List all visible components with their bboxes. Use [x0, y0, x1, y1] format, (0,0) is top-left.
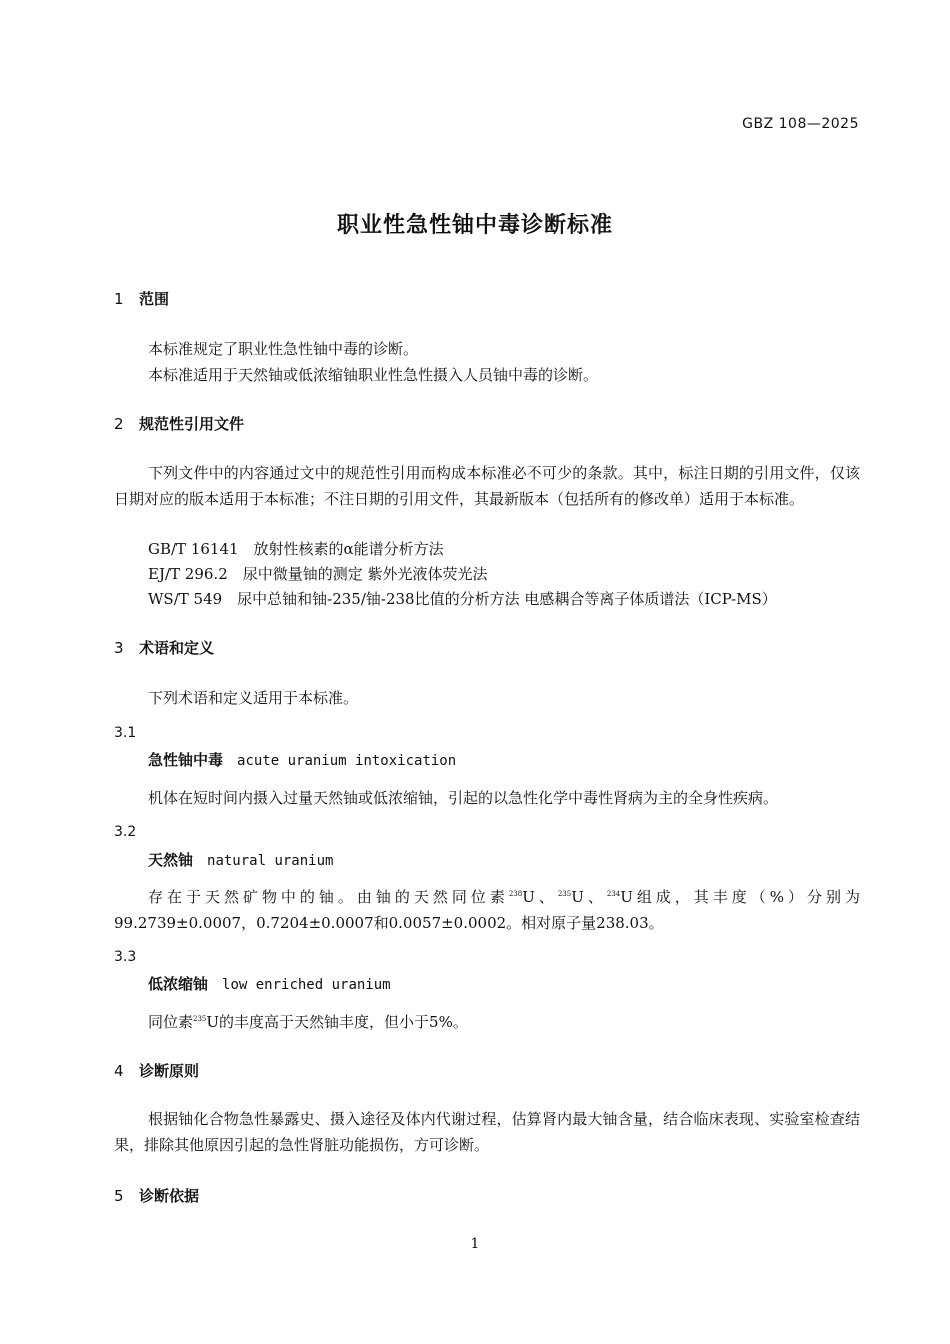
section-title: 规范性引用文件 [139, 415, 245, 433]
section-5-heading [114, 1185, 199, 1206]
section-2-heading [114, 413, 244, 434]
paragraph: 本标准适用于天然铀或低浓缩铀职业性急性摄入人员铀中毒的诊断。 [148, 366, 599, 384]
term-definition: 机体在短时间内摄入过量天然铀或低浓缩铀，引起的以急性化学中毒性肾病为主的全身性疾病。 [148, 789, 779, 807]
section-number: 2 [114, 415, 124, 433]
definition-text: 同位素 [148, 1013, 194, 1031]
subsection-number: 3.3 [114, 949, 137, 965]
section-title: 术语和定义 [139, 639, 215, 657]
subsection-number: 3.2 [114, 824, 137, 840]
term-chinese: 天然铀 [148, 851, 194, 869]
isotope-mass-number: 234 [606, 890, 621, 898]
reference-item: WS/T 549 尿中总铀和铀-235/铀-238比值的分析方法 电感耦合等离子体质谱法（ICP-MS） [148, 590, 777, 608]
subsection-number: 3.1 [114, 725, 137, 741]
document-title: 职业性急性铀中毒诊断标准 [336, 213, 613, 238]
definition-text: U组成，其丰度（%）分别为99.2739±0.0007，0.7204±0.0007和0.0057±0.0002。相对原子量238.03。 [114, 888, 860, 932]
section-number: 1 [114, 290, 124, 308]
term-entry [148, 849, 333, 870]
section-number: 5 [114, 1187, 124, 1205]
term-english: acute uranium intoxication [237, 753, 457, 769]
isotope-mass-number: 235 [557, 890, 572, 898]
reference-item: EJ/T 296.2 尿中微量铀的测定 紫外光液体荧光法 [148, 565, 488, 583]
section-title: 诊断原则 [139, 1062, 200, 1080]
standard-code: GBZ 108—2025 [742, 116, 859, 132]
definition-text: 存在于天然矿物中的铀。由铀的天然同位素 [148, 888, 509, 906]
term-definition [148, 1011, 468, 1032]
page-number: 1 [470, 1236, 480, 1252]
term-entry [148, 973, 391, 994]
definition-text: U、 [571, 888, 607, 906]
term-entry [148, 749, 456, 770]
definition-text: U的丰度高于天然铀丰度，但小于5%。 [206, 1013, 468, 1031]
reference-item: GB/T 16141 放射性核素的α能谱分析方法 [148, 540, 444, 558]
section-number: 3 [114, 639, 124, 657]
term-definition [114, 884, 860, 936]
section-1-heading [114, 288, 169, 309]
section-number: 4 [114, 1062, 124, 1080]
isotope-mass-number: 235 [193, 1015, 207, 1023]
term-chinese: 低浓缩铀 [148, 975, 209, 993]
term-english: low enriched uranium [222, 977, 391, 993]
paragraph: 下列文件中的内容通过文中的规范性引用而构成本标准必不可少的条款。其中，标注日期的引用文件，仅该日期对应的版本适用于本标准；不注日期的引用文件，其最新版本（包括所有的修改单）适用于本标准。 [114, 464, 860, 508]
term-english: natural uranium [207, 853, 334, 869]
definition-text: U、 [522, 888, 558, 906]
paragraph: 本标准规定了职业性急性铀中毒的诊断。 [148, 340, 419, 358]
section-title: 范围 [139, 290, 170, 308]
term-chinese: 急性铀中毒 [148, 751, 224, 769]
paragraph: 根据铀化合物急性暴露史、摄入途径及体内代谢过程，估算肾内最大铀含量，结合临床表现、实验室检查结果，排除其他原因引起的急性肾脏功能损伤，方可诊断。 [114, 1110, 860, 1154]
section-title: 诊断依据 [139, 1187, 200, 1205]
paragraph: 下列术语和定义适用于本标准。 [148, 689, 359, 707]
section-3-heading [114, 637, 214, 658]
isotope-mass-number: 238 [508, 890, 523, 898]
section-4-heading [114, 1060, 199, 1081]
